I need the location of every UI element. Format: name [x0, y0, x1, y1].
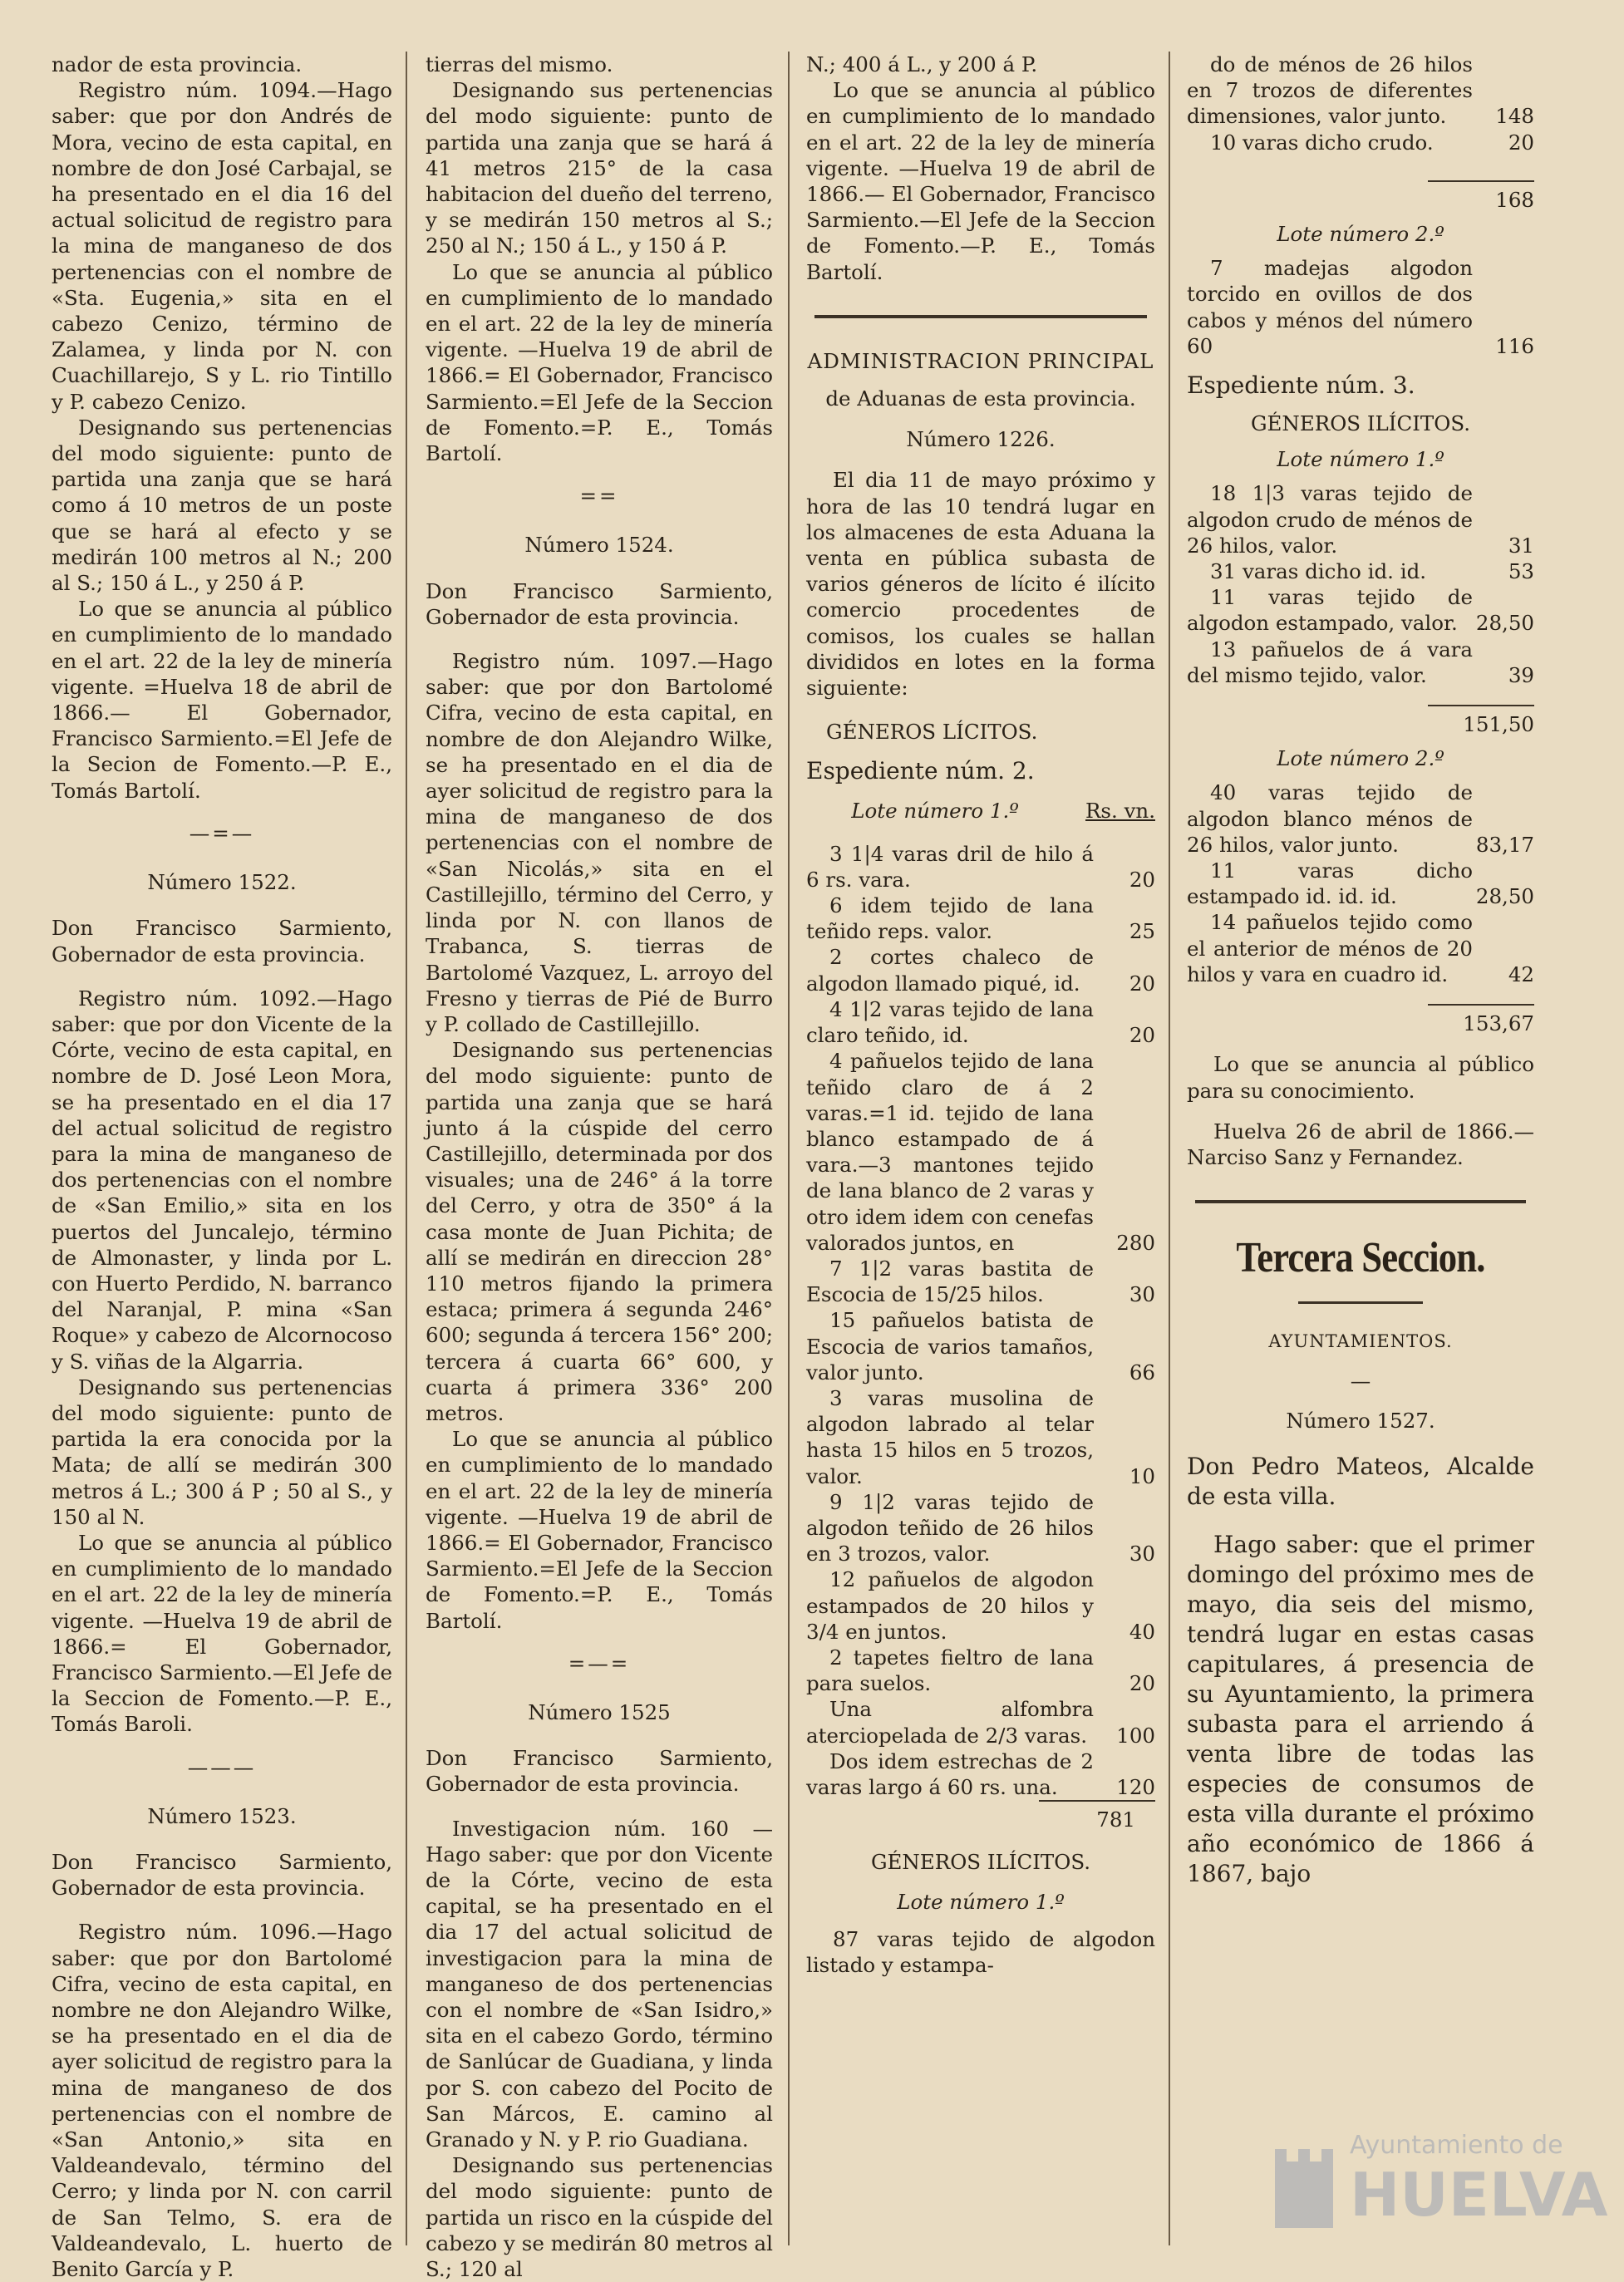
lot-item-value: 20	[1129, 1023, 1155, 1048]
file-heading: Espediente núm. 3.	[1187, 371, 1415, 400]
paragraph: El dia 11 de mayo próximo y hora de las 10 tendrá lugar en los almacenes de esta Aduana la venta en pública subasta de varios géneros de lícito é ilícito comercio procedentes de comisos, los cuales se hallan divididos en lotes en la forma siguiente:	[806, 468, 1155, 701]
lot-item-row	[806, 1256, 1155, 1307]
lot-item-text: do de ménos de 26 hilos en 7 trozos de diferentes dimensiones, valor junto.	[1187, 52, 1473, 129]
lot-total: 153,67	[1428, 1004, 1534, 1036]
paragraph: nador de esta provincia.	[52, 52, 303, 76]
lot-item-text: 3 1|4 varas dril de hilo á 6 rs. vara.	[806, 841, 1094, 892]
lot-item-value: 116	[1495, 333, 1534, 358]
currency-header: Rs. vn.	[1085, 799, 1155, 824]
file-heading: Espediente núm. 2.	[806, 757, 1035, 785]
lot-item-value: 66	[1129, 1360, 1155, 1384]
lot-item-value: 42	[1508, 961, 1534, 986]
lot-item-row	[1187, 480, 1534, 558]
lot-item-text: 40 varas tejido de algodon blanco ménos de 26 hilos, valor junto.	[1187, 780, 1473, 857]
lot-title: Lote número 1.º	[1277, 447, 1444, 472]
lot-total: 781	[1039, 1800, 1155, 1832]
paragraph: Lo que se anuncia al público en cumplimiento de lo mandado en el art. 22 de la ley de minería vigente. —Huelva 19 de abril de 1866.= El Gobernador, Francisco Sarmiento.=El Jefe de la Seccion de Fomento.=P. E., Tomás Bartolí.	[426, 259, 773, 466]
column-rule-3	[1169, 52, 1170, 2245]
subsection-heading: AYUNTAMIENTOS.	[1268, 1331, 1453, 1352]
lot-item-value: 30	[1129, 1542, 1155, 1566]
lot-item-text: 2 tapetes fieltro de lana para suelos.	[806, 1645, 1094, 1696]
paragraph: Designando sus pertenencias del modo siguiente: punto de partida la era conocida por la Mata; de allí se medirán 300 metros á L.; 300 á P ; 50 al S., y 150 al N.	[52, 1375, 392, 1529]
lot-item-row	[806, 893, 1155, 944]
notice-heading: Número 1522.	[147, 870, 297, 895]
lot-item-row	[806, 1748, 1155, 1800]
lot-item-value: 20	[1129, 867, 1155, 892]
section-heading: ADMINISTRACION PRINCIPAL	[807, 348, 1154, 373]
notice-heading: Número 1524.	[524, 533, 674, 558]
notice-heading: Número 1226.	[906, 427, 1056, 452]
lot-item-text: 9 1|2 varas tejido de algodon teñido de 26 hilos en 3 trozos, valor.	[806, 1489, 1094, 1566]
paragraph: Registro núm. 1097.—Hago saber: que por don Bartolomé Cifra, vecino de esta capital, en nombre de don Alejandro Wilke, se ha presentado en el dia de ayer solicitud de registro para la mina de manganeso de dos pertenencias con el nombre de «San Nicolás,» sita en el Castillejillo, término del Cerro, y linda por N. con llanos de Trabanca, S. tierras de Bartolomé Vazquez, L. arroyo del Fresno y tierras de Pié de Burro y P. collado de Castillejillo.	[426, 649, 773, 1036]
lot-item-value: 39	[1508, 662, 1534, 687]
lot-title: Lote número 1.º	[851, 799, 1019, 824]
lot-item-text: 13 pañuelos de á vara del mismo tejido, valor.	[1187, 637, 1473, 687]
lot-item-row	[1187, 637, 1534, 688]
column-3	[806, 52, 1155, 1978]
separator: ==	[579, 484, 619, 509]
lot-item-row	[806, 1385, 1155, 1489]
stamp-line-1: Ayuntamiento de	[1350, 2131, 1563, 2160]
lot-item-row	[806, 1645, 1155, 1696]
notice-heading: Número 1525	[528, 1699, 671, 1724]
lot-item-row	[1187, 558, 1534, 584]
lot-item-value: 100	[1116, 1723, 1155, 1748]
lot-item-text: Una alfombra aterciopelada de 2/3 varas.	[806, 1697, 1094, 1748]
lot-item-text: 18 1|3 varas tejido de algodon crudo de ménos de 26 hilos, valor.	[1187, 481, 1473, 558]
paragraph: Lo que se anuncia al público en cumplimiento de lo mandado en el art. 22 de la ley de minería vigente. =Huelva 18 de abril de 1866.— El Gobernador, Francisco Sarmiento.=El Jefe de la Secion de Fomento.—P. E., Tomás Bartolí.	[52, 597, 392, 803]
lot-title: Lote número 1.º	[897, 1889, 1065, 1914]
lot-items	[806, 841, 1155, 1801]
lot-item-row	[806, 1307, 1155, 1385]
paragraph: Lo que se anuncia al público en cumplimiento de lo mandado en el art. 22 de la ley de minería vigente. —Huelva 19 de abril de 1866.= El Gobernador, Francisco Sarmiento.—El Jefe de la Seccion de Fomento.—P. E., Tomás Baroli.	[52, 1530, 392, 1737]
paragraph: Lo que se anuncia al público en cumplimiento de lo mandado en el art. 22 de la ley de minería vigente. —Huelva 19 de abril de 1866.= El Gobernador, Francisco Sarmiento.=El Jefe de la Seccion de Fomento.=P. E., Tomás Bartolí.	[426, 1427, 773, 1633]
paragraph: Designando sus pertenencias del modo siguiente: punto de partida un risco en la cúspide del cabezo y se medirán 80 metros al S.; 120 al	[426, 2153, 773, 2282]
lot-item-text: 15 pañuelos batista de Escocia de varios tamaños, valor junto.	[806, 1308, 1094, 1384]
lot-items	[1187, 52, 1534, 155]
lot-item-row	[806, 996, 1155, 1048]
stamp-line-2: HUELVA	[1350, 2160, 1607, 2230]
lot-item-row	[1187, 858, 1534, 909]
lot-item-text: 7 1|2 varas bastita de Escocia de 15/25 hilos.	[806, 1256, 1094, 1307]
lot-item-value: 10	[1129, 1463, 1155, 1488]
lot-item-text: 4 pañuelos tejido de lana teñido claro de á 2 varas.=1 id. tejido de lana blanco estampado de á vara.—3 mantones tejido de lana blanco de 2 varas y otro idem idem con cenefas valorados juntos, en	[806, 1049, 1094, 1255]
lot-item-row	[1187, 52, 1534, 130]
column-4	[1187, 52, 1534, 1889]
lot-items	[1187, 480, 1534, 688]
lot-item-row	[806, 944, 1155, 996]
lot-item-value: 40	[1129, 1619, 1155, 1644]
heavy-rule	[1195, 1200, 1526, 1203]
dash: —	[1350, 1369, 1371, 1394]
lot-item-value: 20	[1129, 971, 1155, 996]
paragraph: Don Pedro Mateos, Alcalde de esta villa.	[1187, 1452, 1534, 1510]
lot-item-row	[1187, 255, 1534, 359]
watermark-stamp	[1258, 2103, 1607, 2253]
lot-item-row	[806, 841, 1155, 893]
heavy-rule	[814, 315, 1147, 318]
lot-item-value: 83,17	[1475, 832, 1534, 857]
paragraph: Hago saber: que el primer domingo del próximo mes de mayo, dia seis del mismo, tendrá lugar en estas casas capitulares, á presencia de su Ayuntamiento, la primera subasta para el arriendo á venta libre de todas las especies de consumos de esta villa durante el próximo año económico de 1866 á 1867, bajo	[1187, 1530, 1534, 1887]
paragraph: Investigacion núm. 160 —Hago saber: que por don Vicente de la Córte, vecino de esta capital, se ha presentado en el dia 17 del actual solicitud de investigacion para la mina de manganeso de dos pertenencias con el nombre de «San Isidro,» sita en el cabezo Gordo, término de Sanlúcar de Guadiana, y linda por S. con cabezo del Pocito de San Márcos, E. camino al Granado y N. y P. rio Guadiana.	[426, 1816, 773, 2152]
lot-item-row	[806, 1489, 1155, 1567]
paragraph: 87 varas tejido de algodon listado y estampa-	[806, 1926, 1155, 1977]
lot-title: Lote número 2.º	[1277, 746, 1444, 771]
paragraph: Registro núm. 1094.—Hago saber: que por don Andrés de Mora, vecino de esta capital, en nombre de don José Carbajal, se ha presentado en el dia 16 del actual solicitud de registro para la mina de manganeso de dos pertenencias con el nombre de «Sta. Eugenia,» sita en el cabezo Cenizo, término de Zalamea, y linda por N. con Cuachillarejo, S y L. rio Tintillo y P. cabezo Cenizo.	[52, 78, 392, 414]
lot-item-text: Dos idem estrechas de 2 varas largo á 60 rs. una.	[806, 1748, 1094, 1799]
paragraph: Lo que se anuncia al público para su conocimiento.	[1187, 1052, 1534, 1103]
paragraph: Designando sus pertenencias del modo siguiente: punto de partida una zanja que se hará junto á la cúspide del cerro Castillejillo, determinada por dos visuales; una de 246° á la torre del Cerro, y otra de 350° á la casa monte de Juan Pichita; de allí se medirán en direccion 28° 110 metros fijando la primera estaca; primera á segunda 246° 600; segunda á tercera 156° 200; tercera á cuarta 66° 600, y cuarta á primera 336° 200 metros.	[426, 1038, 773, 1425]
paragraph: Designando sus pertenencias del modo siguiente: punto de partida una zanja que se hará á 41 metros 215° de la casa habitacion del dueño del terreno, y se medirán 150 metros al S.; 250 al N.; 150 á L., y 150 á P.	[426, 78, 773, 258]
goods-heading: GÉNEROS ILÍCITOS.	[1250, 411, 1471, 436]
lot-item-text: 3 varas musolina de algodon labrado al telar hasta 15 hilos en 5 trozos, valor.	[806, 1385, 1094, 1488]
column-1	[52, 52, 392, 2282]
lot-item-value: 25	[1129, 919, 1155, 944]
separator: —=—	[189, 820, 255, 845]
lot-item-row	[1187, 909, 1534, 987]
lot-item-text: 4 1|2 varas tejido de lana claro teñido, id.	[806, 996, 1094, 1048]
lot-item-text: 11 varas tejido de algodon estampado, valor.	[1187, 585, 1473, 636]
lot-item-row	[806, 1696, 1155, 1748]
lot-items	[1187, 780, 1534, 987]
lot-item-text: 14 pañuelos tejido como el anterior de ménos de 20 hilos y vara en cuadro id.	[1187, 910, 1473, 986]
paragraph: Don Francisco Sarmiento, Gobernador de esta provincia.	[426, 1746, 773, 1797]
lot-item-row	[1187, 780, 1534, 858]
lot-item-value: 280	[1116, 1230, 1155, 1255]
lot-item-text: 6 idem tejido de lana teñido reps. valor.	[806, 893, 1094, 944]
goods-heading: GÉNEROS ILÍCITOS.	[870, 1850, 1091, 1875]
paragraph: Lo que se anuncia al público en cumplimiento de lo mandado en el art. 22 de la ley de minería vigente. —Huelva 19 de abril de 1866.— El Gobernador, Francisco Sarmiento.—El Jefe de la Seccion de Fomento.—P. E., Tomás Bartolí.	[806, 78, 1155, 284]
lot-item-value: 28,50	[1475, 611, 1534, 636]
goods-heading: GÉNEROS LÍCITOS.	[826, 720, 1038, 745]
lot-item-text: 31 varas dicho id. id.	[1210, 559, 1427, 584]
paragraph: Don Francisco Sarmiento, Gobernador de esta provincia.	[52, 916, 392, 966]
paragraph: Registro núm. 1096.—Hago saber: que por don Bartolomé Cifra, vecino de esta capital, en nombre ne don Alejandro Wilke, se ha presentado en el dia de ayer solicitud de registro para la mina de manganeso de dos pertenencias con el nombre de «San Antonio,» sita en Valdeandevalo, término del Cerro; y linda por N. con carril de San Telmo, S. era de Valdeandevalo, L. huerto de Benito García y P.	[52, 1920, 392, 2282]
paragraph: N.; 400 á L., y 200 á P.	[806, 52, 1038, 76]
separator: =—=	[568, 1650, 631, 1675]
lot-item-value: 20	[1508, 130, 1534, 155]
castle-icon	[1275, 2149, 1333, 2228]
lot-item-row	[806, 1048, 1155, 1256]
paragraph: Huelva 26 de abril de 1866.— Narciso Sanz y Fernandez.	[1187, 1119, 1534, 1169]
lot-item-row	[1187, 584, 1534, 636]
lot-title: Lote número 2.º	[1277, 222, 1444, 247]
paragraph: Don Francisco Sarmiento, Gobernador de esta provincia.	[52, 1850, 392, 1901]
lot-item-text: 10 varas dicho crudo.	[1210, 130, 1434, 155]
lot-item-value: 20	[1129, 1671, 1155, 1696]
lot-item-text: 12 pañuelos de algodon estampados de 20 hilos y 3/4 en juntos.	[806, 1567, 1094, 1644]
lot-total: 168	[1428, 180, 1534, 213]
lot-item-text: 11 varas dicho estampado id. id. id.	[1187, 858, 1473, 909]
lot-item-text: 7 madejas algodon torcido en ovillos de dos cabos y ménos del número 60	[1187, 256, 1473, 358]
paragraph: Designando sus pertenencias del modo siguiente: punto de partida una zanja que se hará como á 10 metros de un poste que se hará al efecto y se medirán 100 metros al N.; 200 al S.; 150 á L., y 250 á P.	[52, 415, 392, 596]
lot-header	[806, 798, 1155, 824]
lot-item-row	[1187, 130, 1534, 155]
notice-heading: Número 1527.	[1286, 1408, 1435, 1433]
paragraph: Don Francisco Sarmiento, Gobernador de esta provincia.	[426, 578, 773, 629]
column-rule-1	[406, 52, 407, 2245]
lot-item-value: 28,50	[1475, 884, 1534, 909]
section-title: Tercera Seccion.	[1236, 1234, 1485, 1282]
section-subheading: de Aduanas de esta provincia.	[825, 386, 1136, 411]
lot-item-row	[806, 1566, 1155, 1645]
lot-item-value: 31	[1508, 533, 1534, 558]
lot-items	[1187, 255, 1534, 359]
lot-item-value: 53	[1508, 559, 1534, 584]
column-2	[426, 52, 773, 2282]
lot-item-value: 30	[1129, 1282, 1155, 1307]
lot-item-text: 2 cortes chaleco de algodon llamado piqué, id.	[806, 945, 1094, 996]
paragraph: tierras del mismo.	[426, 52, 613, 76]
lot-item-value: 148	[1495, 104, 1534, 129]
lot-item-value: 120	[1116, 1774, 1155, 1799]
ornament-rule	[1298, 1301, 1423, 1304]
paragraph: Registro núm. 1092.—Hago saber: que por don Vicente de la Córte, vecino de esta capital, en nombre de D. José Leon Mora, se ha presentado en el dia 17 del actual solicitud de registro para la mina de manganeso de dos pertenencias con el nombre de «San Emilio,» sita en los puertos del Juncalejo, término de Almonaster, y linda por L. con Huerto Perdido, N. barranco del Naranjal, P. mina «San Roque» y cabezo de Alcornocoso y S. viñas de la Algarria.	[52, 986, 392, 1374]
notice-heading: Número 1523.	[147, 1803, 297, 1828]
lot-total: 151,50	[1428, 705, 1534, 737]
separator: ———	[187, 1754, 257, 1779]
column-rule-2	[788, 52, 790, 2245]
